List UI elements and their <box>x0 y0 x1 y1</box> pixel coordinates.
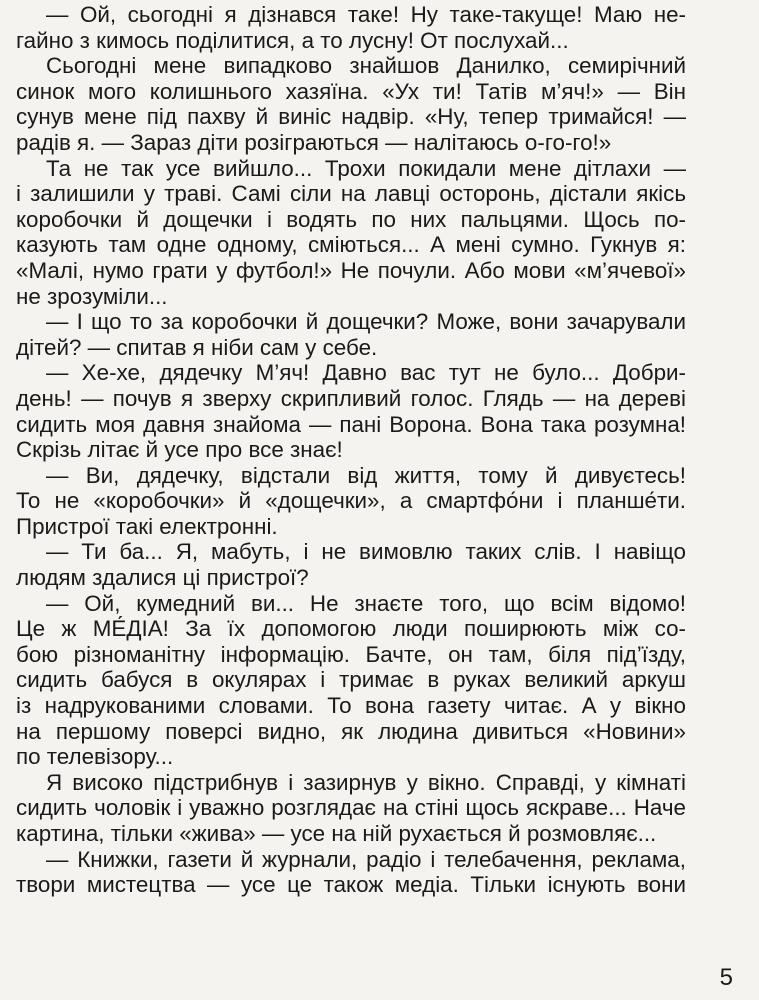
text-line: людям здалися ці пристрої? <box>16 565 309 591</box>
text-line: і залишили у траві. Самі сіли на лавці осторонь, дістали якісь <box>16 181 686 207</box>
text-line: радів я. — Зараз діти розіграються — налітаюсь о-го-го!» <box>16 129 612 155</box>
text-line: синок мого колишнього хазяїна. «Ух ти! Татів м’яч!» — Він <box>16 78 686 104</box>
text-line: по телевізору... <box>16 744 174 770</box>
text-line: — Хе-хе, дядечку М’яч! Давно вас тут не було... Добри- <box>46 360 686 386</box>
text-line: — Ой, сьогодні я дізнався таке! Ну таке-такуще! Маю не- <box>46 2 686 27</box>
text-line: Та не так усе вийшло... Трохи покидали мене дітлахи — <box>46 155 686 181</box>
text-line: дітей? — спитав я ніби сам у себе. <box>16 334 378 360</box>
paragraph-2 <box>16 53 686 155</box>
paragraph-7 <box>16 539 686 590</box>
text-line: день! — почув я зверху скрипливий голос. Глядь — на дереві <box>16 385 686 411</box>
text-line: Це ж МЕ́ДІА! За їх допомогою люди поширюють між со- <box>16 616 686 642</box>
text-line: — І що то за коробочки й дощечки? Може, вони зачарували <box>46 309 686 335</box>
text-line: сидить чоловік і уважно розглядає на стіні щось яскраве... Наче <box>16 795 686 821</box>
paragraph-10 <box>16 847 686 898</box>
text-line: сидить бабуся в окулярах і тримає в руках великий аркуш <box>16 667 686 693</box>
paragraph-5 <box>16 360 686 462</box>
text-line: із надрукованими словами. То вона газету читає. А у вікно <box>16 693 686 719</box>
paragraph-6 <box>16 463 686 540</box>
paragraph-4 <box>16 309 686 360</box>
text-line: — Ти ба... Я, мабуть, і не вимовлю таких слів. І навіщо <box>46 539 686 565</box>
text-line: Я високо підстрибнув і зазирнув у вікно. Справді, у кімнаті <box>46 769 686 795</box>
text-line: То не «коробочки» й «дощечки», а смартфо́ни і планше́ти. <box>16 488 686 514</box>
text-line: — Книжки, газети й журнали, радіо і телебачення, реклама, <box>46 846 686 872</box>
text-line: казують там одне одному, сміються... А мені сумно. Гукнув я: <box>16 232 686 258</box>
text-line: «Малі, нумо грати у футбол!» Не почули. Або мови «м’ячевої» <box>16 257 686 283</box>
paragraph-3 <box>16 156 686 310</box>
text-line: гайно з кимось поділитися, а то лусну! От послухай... <box>16 27 569 53</box>
text-line: сидить моя давня знайома — пані Ворона. Вона така розумна! <box>16 411 686 437</box>
text-line: Пристрої такі електронні. <box>16 513 278 539</box>
text-line: Сьогодні мене випадково знайшов Данилко, семирічний <box>46 53 686 79</box>
paragraph-9 <box>16 770 686 847</box>
paragraph-8 <box>16 591 686 770</box>
text-line: Скрізь літає й усе про все знає! <box>16 437 343 463</box>
text-line: сунув мене під пахву й виніс надвір. «Ну, тепер тримайся! — <box>16 104 686 130</box>
text-line: не зрозуміли... <box>16 283 168 309</box>
text-line: — Ви, дядечку, відстали від життя, тому й дивуєтесь! <box>46 462 686 488</box>
text-line: картина, тільки «жива» — усе на ній рухається й розмовляє... <box>16 821 657 846</box>
text-line: — Ой, кумедний ви... Не знаєте того, що всім відомо! <box>46 590 686 616</box>
page-text <box>16 2 686 898</box>
text-line: коробочки й дощечки і водять по них пальцями. Щось по- <box>16 206 686 232</box>
text-line: бою різноманітну інформацію. Бачте, он там, біля під’їзду, <box>16 641 686 667</box>
text-line: твори мистецтва — усе це також медіа. Тільки існують вони <box>16 872 686 898</box>
page-number: 5 <box>719 964 733 991</box>
paragraph-1 <box>16 2 686 53</box>
text-line: на першому поверсі видно, як людина дивиться «Новини» <box>16 718 686 744</box>
